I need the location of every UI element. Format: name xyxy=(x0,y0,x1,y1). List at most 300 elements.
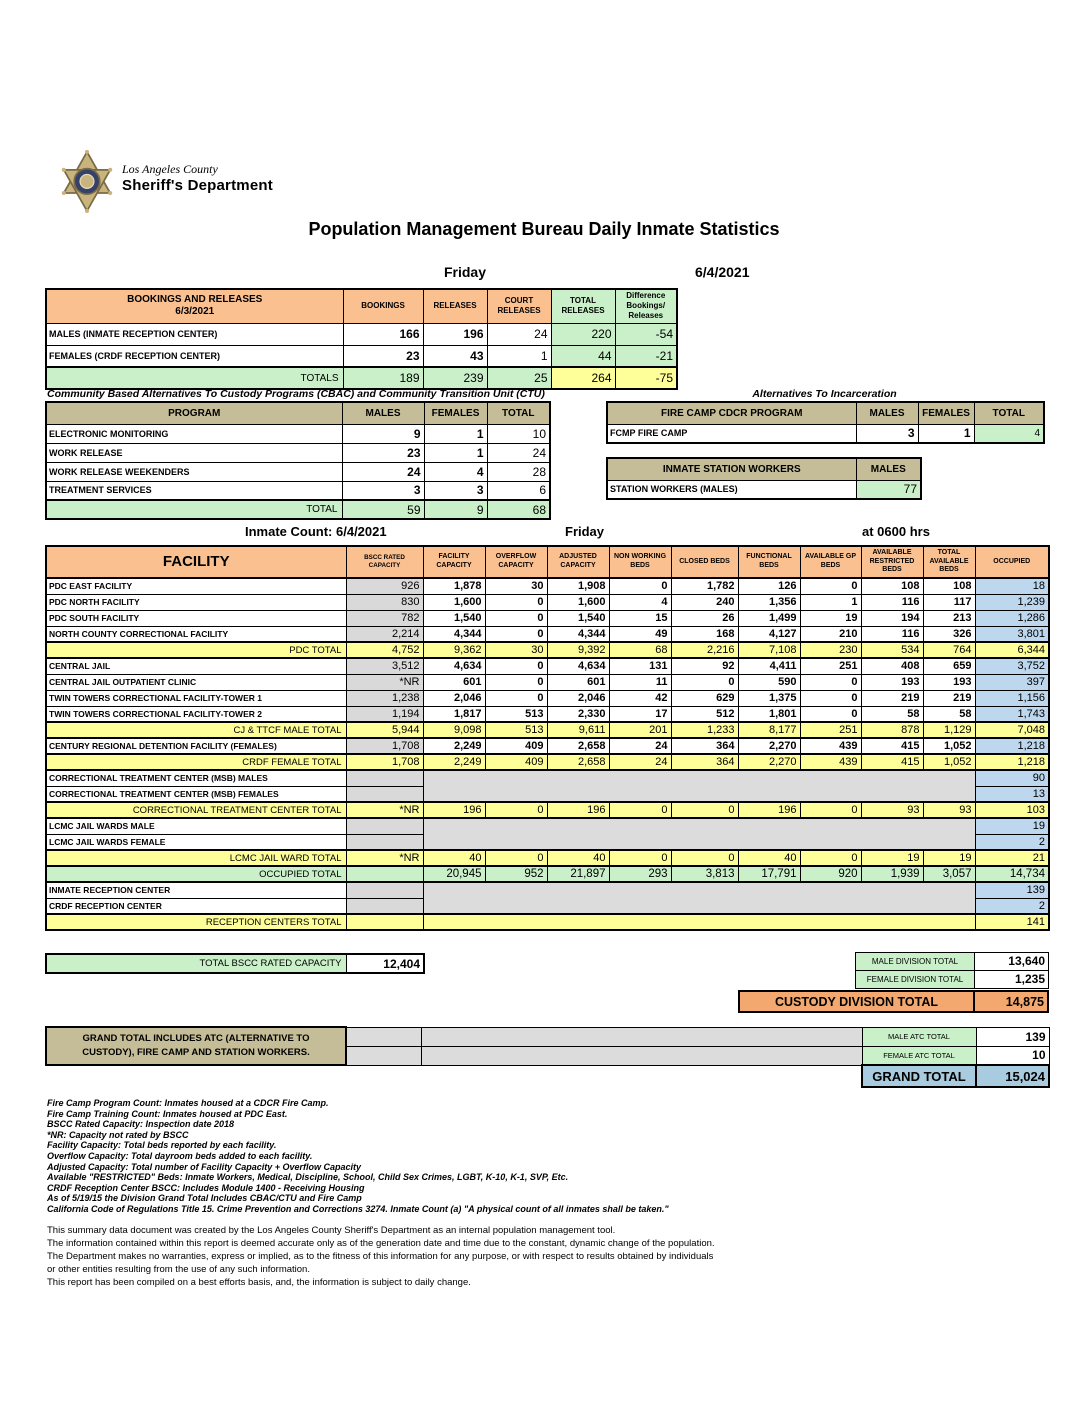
occupied-cell: 397 xyxy=(975,674,1049,690)
stat-cell: 30 xyxy=(485,642,547,658)
stat-cell: 49 xyxy=(609,626,671,642)
table-row xyxy=(46,674,1049,690)
stat-cell: 1 xyxy=(800,594,861,610)
stat-cell: 117 xyxy=(923,594,975,610)
stat-cell: 23 xyxy=(343,345,423,367)
stat-cell: 264 xyxy=(551,367,615,389)
stat-cell: 220 xyxy=(551,323,615,345)
stat-cell: 4,634 xyxy=(547,658,609,674)
disclaimer-line: This report has been compiled on a best efforts basis, and, the information is subject to daily change. xyxy=(47,1277,471,1288)
stat-cell: 11 xyxy=(609,674,671,690)
female-division-total-label: FEMALE DIVISION TOTAL xyxy=(855,970,975,989)
spacer xyxy=(46,1065,862,1087)
table-row xyxy=(46,424,550,443)
table-row xyxy=(46,706,1049,722)
row-label: TREATMENT SERVICES xyxy=(46,481,342,500)
stat-cell: 878 xyxy=(861,722,923,738)
empty-cell xyxy=(421,1027,862,1046)
stat-cell: 4 xyxy=(424,462,487,481)
stat-cell: 4,411 xyxy=(738,658,800,674)
stat-cell: 196 xyxy=(547,802,609,818)
facility-label: TWIN TOWERS CORRECTIONAL FACILITY-TOWER 2 xyxy=(46,706,346,722)
col-functional-beds: FUNCTIONAL BEDS xyxy=(738,546,800,578)
stat-cell: 116 xyxy=(861,626,923,642)
facility-label: LCMC JAIL WARDS MALE xyxy=(46,818,346,834)
stat-cell: 4,344 xyxy=(423,626,485,642)
table-row xyxy=(46,323,677,345)
disclaimer-line: The Department makes no warranties, express or implied, as to the fitness of this information for any purpose, or with respect to results obtained by individuals xyxy=(47,1251,714,1262)
col-available-restricted-beds: AVAILABLE RESTRICTED BEDS xyxy=(861,546,923,578)
occupied-cell: 14,734 xyxy=(975,866,1049,882)
bookings-title-cell xyxy=(46,289,343,323)
stat-cell: 108 xyxy=(861,578,923,594)
footnote-line: Fire Camp Training Count: Inmates housed at PDC East. xyxy=(47,1108,288,1119)
stat-cell: 58 xyxy=(861,706,923,722)
stat-cell: 364 xyxy=(671,738,738,754)
stat-cell: 513 xyxy=(485,722,547,738)
stat-cell: 9,392 xyxy=(547,642,609,658)
stat-cell: 782 xyxy=(346,610,423,626)
logo-text xyxy=(122,162,273,194)
stat-cell: 6 xyxy=(487,481,550,500)
facility-label: CENTURY REGIONAL DETENTION FACILITY (FEMALES) xyxy=(46,738,346,754)
grand-total-value: 15,024 xyxy=(976,1065,1049,1087)
occupied-cell: 1,743 xyxy=(975,706,1049,722)
stat-cell: 1,817 xyxy=(423,706,485,722)
footnotes xyxy=(47,1098,669,1215)
stat-cell: 0 xyxy=(800,674,861,690)
stat-cell: 24 xyxy=(342,462,424,481)
col-overflow-capacity: OVERFLOW CAPACITY xyxy=(485,546,547,578)
stat-cell: 415 xyxy=(861,754,923,770)
stat-cell: 193 xyxy=(861,674,923,690)
stat-cell: 2,270 xyxy=(738,738,800,754)
bookings-releases-table xyxy=(45,288,678,390)
stat-cell xyxy=(346,898,423,914)
disclaimer-line: or other entities resulting from the use of any such information. xyxy=(47,1264,310,1275)
stat-cell xyxy=(346,882,423,898)
station-workers-table xyxy=(606,457,922,500)
stat-cell: 59 xyxy=(342,500,424,519)
stat-cell: 93 xyxy=(923,802,975,818)
stat-cell: 3 xyxy=(424,481,487,500)
col-bscc-rated-capacity: BSCC RATED CAPACITY xyxy=(346,546,423,578)
fire-camp-header-row xyxy=(607,402,1044,424)
stat-cell: 0 xyxy=(485,674,547,690)
col-adjusted-capacity: ADJUSTED CAPACITY xyxy=(547,546,609,578)
stat-cell: 240 xyxy=(671,594,738,610)
table-row xyxy=(46,1027,1049,1046)
stat-cell: 0 xyxy=(800,578,861,594)
stat-cell: 0 xyxy=(800,706,861,722)
disclaimer xyxy=(47,1224,715,1289)
row-label: FCMP FIRE CAMP xyxy=(607,424,856,443)
stat-cell: 9 xyxy=(342,424,424,443)
subtotal-label: CORRECTIONAL TREATMENT CENTER TOTAL xyxy=(46,802,346,818)
stat-cell: 189 xyxy=(343,367,423,389)
stat-cell: 2,249 xyxy=(423,754,485,770)
stat-cell: *NR xyxy=(346,850,423,866)
female-atc-total-label: FEMALE ATC TOTAL xyxy=(862,1046,976,1065)
stat-cell: 230 xyxy=(800,642,861,658)
stat-cell: 0 xyxy=(485,610,547,626)
stat-cell: 1,499 xyxy=(738,610,800,626)
stat-cell: *NR xyxy=(346,802,423,818)
footnote-line: As of 5/19/15 the Division Grand Total Includes CBAC/CTU and Fire Camp xyxy=(47,1193,362,1204)
stat-cell: 9,611 xyxy=(547,722,609,738)
stat-cell: 8,177 xyxy=(738,722,800,738)
stat-cell: 219 xyxy=(861,690,923,706)
stat-cell: 126 xyxy=(738,578,800,594)
grand-total-row xyxy=(46,1065,1049,1087)
stat-cell: 19 xyxy=(861,850,923,866)
stat-cell: 629 xyxy=(671,690,738,706)
facility-statistics-table xyxy=(45,545,1050,931)
occupied-cell: 103 xyxy=(975,802,1049,818)
stat-cell: 534 xyxy=(861,642,923,658)
stat-cell: 0 xyxy=(485,594,547,610)
stat-cell: 1,356 xyxy=(738,594,800,610)
stat-cell: 601 xyxy=(547,674,609,690)
stat-cell: 116 xyxy=(861,594,923,610)
subtotal-label: RECEPTION CENTERS TOTAL xyxy=(46,914,346,930)
custody-division-total-value: 14,875 xyxy=(975,990,1049,1013)
stat-cell: 0 xyxy=(485,802,547,818)
row-label: MALES (INMATE RECEPTION CENTER) xyxy=(46,323,343,345)
atc-grand-total-table xyxy=(45,1026,1050,1088)
stat-cell: 43 xyxy=(423,345,487,367)
grand-total-note xyxy=(46,1027,346,1065)
stat-cell: 21,897 xyxy=(547,866,609,882)
table-row xyxy=(46,690,1049,706)
merged-empty-cell xyxy=(423,914,975,930)
stat-cell: 1,939 xyxy=(861,866,923,882)
col-males: MALES xyxy=(856,458,921,480)
col-fire-camp-program: FIRE CAMP CDCR PROGRAM xyxy=(607,402,856,424)
stat-cell: 830 xyxy=(346,594,423,610)
table-row xyxy=(607,480,921,499)
stat-cell: 0 xyxy=(485,690,547,706)
row-label: FEMALES (CRDF RECEPTION CENTER) xyxy=(46,345,343,367)
stat-cell: 4,752 xyxy=(346,642,423,658)
col-bookings: BOOKINGS xyxy=(343,289,423,323)
stat-cell: 0 xyxy=(485,850,547,866)
stat-cell: 0 xyxy=(609,850,671,866)
col-total: TOTAL xyxy=(974,402,1044,424)
stat-cell: 9 xyxy=(424,500,487,519)
stat-cell: 1,600 xyxy=(547,594,609,610)
stat-cell: 1,194 xyxy=(346,706,423,722)
table-row xyxy=(46,770,1049,786)
disclaimer-line: The information contained within this report is deemed accurate only as of the generation date and time due to the constant, dynamic change of the population. xyxy=(47,1238,715,1249)
female-division-total-row xyxy=(855,970,1049,989)
report-date: 6/4/2021 xyxy=(695,264,750,280)
stat-cell: 1,129 xyxy=(923,722,975,738)
male-atc-total-value: 139 xyxy=(976,1027,1049,1046)
stat-cell: 10 xyxy=(487,424,550,443)
stat-cell: 40 xyxy=(547,850,609,866)
stat-cell: 2,216 xyxy=(671,642,738,658)
footnote-line: *NR: Capacity not rated by BSCC xyxy=(47,1129,189,1140)
bookings-title: BOOKINGS AND RELEASES xyxy=(127,293,263,305)
stat-cell: 0 xyxy=(671,802,738,818)
stat-cell: 3,512 xyxy=(346,658,423,674)
stat-cell: 40 xyxy=(738,850,800,866)
table-row xyxy=(607,424,1044,443)
stat-cell: 108 xyxy=(923,578,975,594)
occupied-cell: 13 xyxy=(975,786,1049,802)
table-row xyxy=(46,462,550,481)
page-title: Population Management Bureau Daily Inmate Statistics xyxy=(308,219,780,239)
ati-section-title: Alternatives To Incarceration xyxy=(752,388,897,400)
table-row xyxy=(46,610,1049,626)
facility-label: CENTRAL JAIL OUTPATIENT CLINIC xyxy=(46,674,346,690)
row-label: WORK RELEASE WEEKENDERS xyxy=(46,462,342,481)
stat-cell: -54 xyxy=(615,323,677,345)
table-row xyxy=(46,954,424,973)
stat-cell: 409 xyxy=(485,754,547,770)
occupied-cell: 2 xyxy=(975,898,1049,914)
stat-cell: 15 xyxy=(609,610,671,626)
table-row xyxy=(46,882,1049,898)
footnote-line: BSCC Rated Capacity: Inspection date 2018 xyxy=(47,1119,235,1130)
table-row xyxy=(46,738,1049,754)
stat-cell: 68 xyxy=(487,500,550,519)
inmate-count-time: at 0600 hrs xyxy=(862,524,930,539)
bscc-total-value: 12,404 xyxy=(346,954,424,973)
stat-cell: 20,945 xyxy=(423,866,485,882)
stat-cell: 28 xyxy=(487,462,550,481)
stat-cell: 0 xyxy=(800,802,861,818)
stat-cell: 24 xyxy=(487,323,551,345)
stat-cell: 77 xyxy=(856,480,921,499)
stat-cell: 952 xyxy=(485,866,547,882)
table-row xyxy=(46,594,1049,610)
stat-cell: 213 xyxy=(923,610,975,626)
stat-cell: 1,801 xyxy=(738,706,800,722)
stat-cell: 0 xyxy=(485,626,547,642)
stat-cell: 5,944 xyxy=(346,722,423,738)
col-releases: RELEASES xyxy=(423,289,487,323)
stat-cell: 168 xyxy=(671,626,738,642)
subtotal-row xyxy=(46,914,1049,930)
col-non-working-beds: NON WORKING BEDS xyxy=(609,546,671,578)
stat-cell: 24 xyxy=(609,754,671,770)
stat-cell: 1,052 xyxy=(923,738,975,754)
stat-cell: 0 xyxy=(671,850,738,866)
stat-cell: 2,658 xyxy=(547,754,609,770)
stat-cell: 439 xyxy=(800,754,861,770)
stat-cell: 1,908 xyxy=(547,578,609,594)
facility-label: CRDF RECEPTION CENTER xyxy=(46,898,346,914)
stat-cell: 601 xyxy=(423,674,485,690)
stat-cell: 439 xyxy=(800,738,861,754)
stat-cell: 1,540 xyxy=(423,610,485,626)
stat-cell: 920 xyxy=(800,866,861,882)
stat-cell: 4,344 xyxy=(547,626,609,642)
totals-label: TOTALS xyxy=(46,367,343,389)
occupied-cell: 1,156 xyxy=(975,690,1049,706)
stat-cell: 1,708 xyxy=(346,754,423,770)
col-females: FEMALES xyxy=(918,402,974,424)
stat-cell: 40 xyxy=(423,850,485,866)
bscc-total-label: TOTAL BSCC RATED CAPACITY xyxy=(46,954,346,973)
occupied-cell: 2 xyxy=(975,834,1049,850)
col-total: TOTAL xyxy=(487,402,550,424)
totals-label: TOTAL xyxy=(46,500,342,519)
stat-cell: 92 xyxy=(671,658,738,674)
stat-cell: 131 xyxy=(609,658,671,674)
table-row xyxy=(46,626,1049,642)
occupied-cell: 21 xyxy=(975,850,1049,866)
stat-cell: 1 xyxy=(424,443,487,462)
occupied-cell: 90 xyxy=(975,770,1049,786)
col-males: MALES xyxy=(342,402,424,424)
stat-cell: 68 xyxy=(609,642,671,658)
table-row xyxy=(46,345,677,367)
stat-cell: 2,658 xyxy=(547,738,609,754)
subtotal-label: LCMC JAIL WARD TOTAL xyxy=(46,850,346,866)
subtotal-row xyxy=(46,754,1049,770)
report-day: Friday xyxy=(443,264,486,280)
female-division-total-value: 1,235 xyxy=(975,970,1049,989)
stat-cell: 19 xyxy=(800,610,861,626)
stat-cell: 0 xyxy=(800,850,861,866)
stat-cell: 1 xyxy=(424,424,487,443)
stat-cell: 326 xyxy=(923,626,975,642)
facility-label: CORRECTIONAL TREATMENT CENTER (MSB) FEMALES xyxy=(46,786,346,802)
stat-cell: 2,046 xyxy=(423,690,485,706)
logo-county-line: Los Angeles County xyxy=(122,162,218,176)
stat-cell: 25 xyxy=(487,367,551,389)
station-workers-header: INMATE STATION WORKERS xyxy=(607,458,856,480)
stat-cell: 44 xyxy=(551,345,615,367)
stat-cell: 408 xyxy=(861,658,923,674)
stat-cell: 4 xyxy=(974,424,1044,443)
inmate-count-label: Inmate Count: 6/4/2021 xyxy=(245,524,387,539)
table-row xyxy=(46,818,1049,834)
table-row xyxy=(46,658,1049,674)
col-facility: FACILITY xyxy=(46,546,346,578)
stat-cell: 926 xyxy=(346,578,423,594)
inmate-count-day: Friday xyxy=(565,524,605,539)
stat-cell: -75 xyxy=(615,367,677,389)
stat-cell: 0 xyxy=(609,802,671,818)
stat-cell: 3,813 xyxy=(671,866,738,882)
row-label: WORK RELEASE xyxy=(46,443,342,462)
facility-label: NORTH COUNTY CORRECTIONAL FACILITY xyxy=(46,626,346,642)
grand-total-note-line2: CUSTODY), FIRE CAMP AND STATION WORKERS. xyxy=(82,1047,310,1058)
stat-cell: 0 xyxy=(609,578,671,594)
empty-cell xyxy=(421,1046,862,1065)
stat-cell: 19 xyxy=(923,850,975,866)
custody-division-total-row xyxy=(738,990,1049,1013)
cbac-header-row xyxy=(46,402,550,424)
male-division-total-label: MALE DIVISION TOTAL xyxy=(855,952,975,971)
stat-cell: 1,375 xyxy=(738,690,800,706)
facility-label: CORRECTIONAL TREATMENT CENTER (MSB) MALES xyxy=(46,770,346,786)
stat-cell: 1,052 xyxy=(923,754,975,770)
stat-cell: 196 xyxy=(738,802,800,818)
female-atc-total-value: 10 xyxy=(976,1046,1049,1065)
subtotal-label: PDC TOTAL xyxy=(46,642,346,658)
bookings-header-row xyxy=(46,289,677,323)
col-occupied: OCCUPIED xyxy=(975,546,1049,578)
stat-cell: 1 xyxy=(487,345,551,367)
stat-cell xyxy=(346,866,423,882)
bookings-date: 6/3/2021 xyxy=(175,306,215,318)
grand-total-note-line1: GRAND TOTAL INCLUDES ATC (ALTERNATIVE TO xyxy=(82,1032,310,1044)
stat-cell: 193 xyxy=(923,674,975,690)
stat-cell: 219 xyxy=(923,690,975,706)
stat-cell: 364 xyxy=(671,754,738,770)
occupied-cell: 6,344 xyxy=(975,642,1049,658)
disclaimer-line: This summary data document was created by the Los Angeles County Sheriff's Department as an internal population management tool. xyxy=(47,1225,616,1236)
male-division-total-value: 13,640 xyxy=(975,952,1049,971)
stat-cell: 239 xyxy=(423,367,487,389)
table-row xyxy=(46,578,1049,594)
footnote-line: Overflow Capacity: Total dayroom beds added to each facility. xyxy=(47,1150,313,1161)
occupied-cell: 19 xyxy=(975,818,1049,834)
facility-label: LCMC JAIL WARDS FEMALE xyxy=(46,834,346,850)
facility-label: CENTRAL JAIL xyxy=(46,658,346,674)
facility-header-row xyxy=(46,546,1049,578)
totals-row xyxy=(46,367,677,389)
stat-cell: 9,362 xyxy=(423,642,485,658)
col-program: PROGRAM xyxy=(46,402,342,424)
stat-cell: 93 xyxy=(861,802,923,818)
stat-cell: 194 xyxy=(861,610,923,626)
stat-cell: 24 xyxy=(609,738,671,754)
occupied-cell: 18 xyxy=(975,578,1049,594)
subtotal-row xyxy=(46,802,1049,818)
merged-empty-cell xyxy=(423,818,975,850)
row-label: STATION WORKERS (MALES) xyxy=(607,480,856,499)
stat-cell: 166 xyxy=(343,323,423,345)
stat-cell: 1,600 xyxy=(423,594,485,610)
stat-cell: 7,108 xyxy=(738,642,800,658)
stat-cell xyxy=(346,818,423,834)
footnote-line: CRDF Reception Center BSCC: Includes Module 1400 - Receiving Housing xyxy=(47,1182,365,1193)
stat-cell xyxy=(346,786,423,802)
stat-cell: 2,046 xyxy=(547,690,609,706)
stat-cell: 1,233 xyxy=(671,722,738,738)
occupied-cell: 139 xyxy=(975,882,1049,898)
logo-department-line: Sheriff's Department xyxy=(122,177,273,194)
col-females: FEMALES xyxy=(424,402,487,424)
merged-empty-cell xyxy=(423,770,975,802)
stat-cell: 2,270 xyxy=(738,754,800,770)
subtotal-label: CJ & TTCF MALE TOTAL xyxy=(46,722,346,738)
merged-empty-cell xyxy=(423,882,975,914)
col-facility-capacity: FACILITY CAPACITY xyxy=(423,546,485,578)
stat-cell: -21 xyxy=(615,345,677,367)
stat-cell: 4 xyxy=(609,594,671,610)
footnote-line: Fire Camp Program Count: Inmates housed at a CDCR Fire Camp. xyxy=(47,1098,329,1108)
station-workers-header-row xyxy=(607,458,921,480)
subtotal-label: CRDF FEMALE TOTAL xyxy=(46,754,346,770)
subtotal-row xyxy=(46,722,1049,738)
bscc-total-strip xyxy=(45,953,425,974)
footnote-line: Adjusted Capacity: Total number of Facility Capacity + Overflow Capacity xyxy=(47,1161,361,1172)
sheriff-star-logo-icon xyxy=(58,150,116,214)
stat-cell: 293 xyxy=(609,866,671,882)
stat-cell: 409 xyxy=(485,738,547,754)
occupied-cell: 3,801 xyxy=(975,626,1049,642)
stat-cell: 4,127 xyxy=(738,626,800,642)
stat-cell: 251 xyxy=(800,658,861,674)
stat-cell: 30 xyxy=(485,578,547,594)
